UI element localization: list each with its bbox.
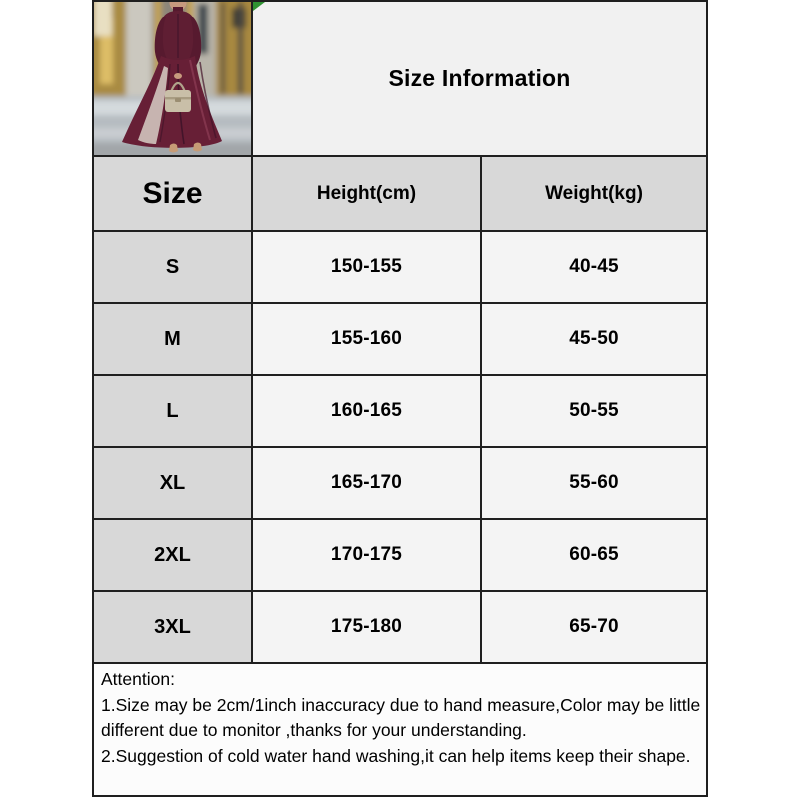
product-photo: [94, 2, 251, 155]
attention-line-2: different due to monitor ,thanks for your understanding.: [101, 720, 527, 741]
attention-title: Attention:: [101, 669, 175, 689]
size-cell-3xl: 3XL: [94, 592, 251, 662]
attention-line-1: 1.Size may be 2cm/1inch inaccuracy due to hand measure,Color may be little: [101, 694, 701, 715]
product-photo-illustration: [94, 2, 251, 155]
height-cell-l: 160-165: [253, 376, 480, 446]
weight-cell-xl: 55-60: [482, 448, 706, 518]
size-chart-table: [92, 0, 708, 797]
height-cell-m: 155-160: [253, 304, 480, 374]
size-info-title-cell: [253, 2, 706, 155]
weight-cell-2xl: 60-65: [482, 520, 706, 590]
size-cell-l: L: [94, 376, 251, 446]
size-cell-m: M: [94, 304, 251, 374]
weight-cell-m: 45-50: [482, 304, 706, 374]
height-cell-2xl: 170-175: [253, 520, 480, 590]
green-corner-marker-icon: [253, 2, 265, 11]
weight-cell-s: 40-45: [482, 232, 706, 302]
column-header-weight: Weight(kg): [482, 157, 706, 230]
column-header-size: Size: [94, 157, 251, 230]
size-cell-2xl: 2XL: [94, 520, 251, 590]
weight-cell-l: 50-55: [482, 376, 706, 446]
page-title: Size Information: [388, 65, 571, 91]
attention-line-3: 2.Suggestion of cold water hand washing,it can help items keep their shape.: [101, 746, 691, 767]
height-cell-3xl: 175-180: [253, 592, 480, 662]
height-cell-xl: 165-170: [253, 448, 480, 518]
weight-cell-3xl: 65-70: [482, 592, 706, 662]
attention-note: [94, 664, 706, 795]
column-header-height: Height(cm): [253, 157, 480, 230]
height-cell-s: 150-155: [253, 232, 480, 302]
size-cell-s: S: [94, 232, 251, 302]
size-cell-xl: XL: [94, 448, 251, 518]
